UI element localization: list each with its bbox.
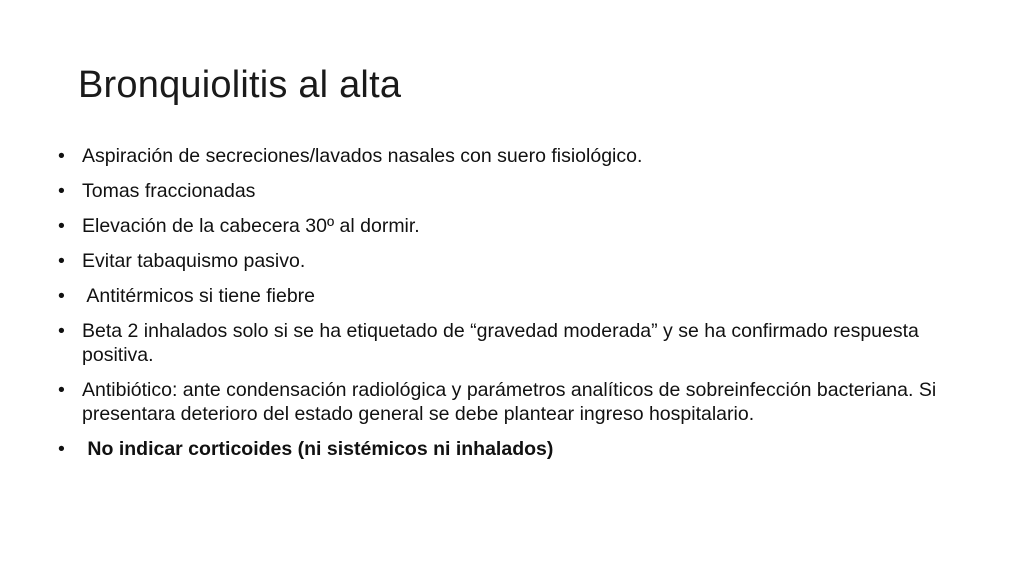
bullet-text: Tomas fraccionadas bbox=[82, 180, 256, 202]
bullet-icon: • bbox=[58, 215, 65, 237]
bullet-list bbox=[58, 144, 938, 472]
bullet-icon: • bbox=[58, 285, 65, 307]
bullet-icon: • bbox=[58, 250, 65, 272]
bullet-text: Evitar tabaquismo pasivo. bbox=[82, 250, 306, 272]
bullet-text: Antibiótico: ante condensación radiológica y parámetros analíticos de sobreinfección bacteriana. Si presentara deterioro del estado general se debe plantear ingreso hospitalario. bbox=[82, 379, 937, 425]
bullet-text: Antitérmicos si tiene fiebre bbox=[82, 285, 316, 307]
bullet-item bbox=[58, 249, 938, 273]
bullet-text: No indicar corticoides (ni sistémicos ni inhalados) bbox=[82, 438, 554, 460]
bullet-text: Aspiración de secreciones/lavados nasales con suero fisiológico. bbox=[82, 145, 643, 167]
bullet-icon: • bbox=[58, 180, 65, 202]
bullet-text: Beta 2 inhalados solo si se ha etiquetado de “gravedad moderada” y se ha confirmado respuesta positiva. bbox=[82, 320, 919, 366]
bullet-icon: • bbox=[58, 320, 65, 342]
bullet-text: Elevación de la cabecera 30º al dormir. bbox=[82, 215, 420, 237]
bullet-item bbox=[58, 284, 938, 308]
bullet-item bbox=[58, 179, 938, 203]
bullet-icon: • bbox=[58, 379, 65, 401]
slide-title: Bronquiolitis al alta bbox=[78, 64, 402, 106]
bullet-item bbox=[58, 319, 938, 367]
bullet-item bbox=[58, 144, 938, 168]
bullet-icon: • bbox=[58, 145, 65, 167]
bullet-item bbox=[58, 378, 938, 426]
bullet-item bbox=[58, 214, 938, 238]
bullet-icon: • bbox=[58, 438, 65, 460]
bullet-item-emphasis bbox=[58, 437, 938, 461]
